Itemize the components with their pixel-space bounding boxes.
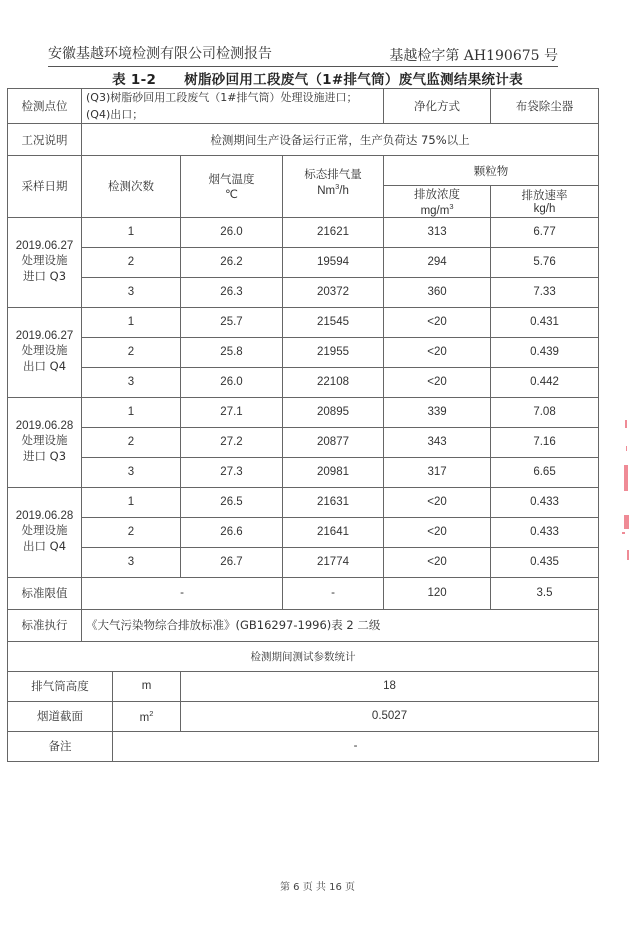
group-point: 出口 Q4 xyxy=(22,359,67,374)
report-header xyxy=(48,44,558,67)
col-flow-header xyxy=(283,156,384,218)
cell-count: 2 xyxy=(82,517,181,547)
limits-rate: 3.5 xyxy=(491,577,599,609)
cell-rate: 0.431 xyxy=(491,307,599,337)
cell-flow: 20372 xyxy=(283,277,384,307)
cell-count: 3 xyxy=(82,457,181,487)
cell-conc: <20 xyxy=(384,487,491,517)
location-line-1: (Q3)树脂砂回用工段废气（1#排气筒）处理设施进口； xyxy=(86,91,358,104)
flow-label: 标态排气量 xyxy=(304,167,362,181)
cell-count: 2 xyxy=(82,337,181,367)
standard-row xyxy=(8,609,599,641)
params-title-row xyxy=(8,641,599,671)
cell-rate: 0.435 xyxy=(491,547,599,577)
group-site: 处理设施 xyxy=(21,253,68,268)
cell-conc: <20 xyxy=(384,517,491,547)
cell-count: 1 xyxy=(82,217,181,247)
temp-label: 烟气温度 xyxy=(208,172,255,187)
table-row xyxy=(8,397,599,427)
cell-temp: 26.5 xyxy=(181,487,283,517)
cell-flow: 20981 xyxy=(283,457,384,487)
cell-temp: 27.1 xyxy=(181,397,283,427)
red-seal-stamp-fragment xyxy=(622,420,632,570)
group-point: 出口 Q4 xyxy=(22,539,67,554)
col-rate-header xyxy=(491,186,599,218)
conc-unit: $mg/m^3$ xyxy=(420,202,454,217)
param-row xyxy=(8,671,599,701)
cell-count: 2 xyxy=(82,427,181,457)
cell-count: 3 xyxy=(82,367,181,397)
param-label: 烟道截面 xyxy=(8,701,113,731)
cell-count: 1 xyxy=(82,397,181,427)
cell-flow: 20877 xyxy=(283,427,384,457)
cell-rate: 7.33 xyxy=(491,277,599,307)
limits-row xyxy=(8,577,599,609)
cell-conc: 339 xyxy=(384,397,491,427)
cell-rate: 0.439 xyxy=(491,337,599,367)
cell-rate: 0.433 xyxy=(491,517,599,547)
condition-label: 工况说明 xyxy=(8,124,82,156)
cell-flow: 19594 xyxy=(283,247,384,277)
table-title xyxy=(0,68,635,88)
cell-temp: 26.6 xyxy=(181,517,283,547)
table-number: 表 1-2 xyxy=(112,72,157,88)
cell-temp: 26.3 xyxy=(181,277,283,307)
group-label xyxy=(8,487,82,577)
cell-flow: 21774 xyxy=(283,547,384,577)
cell-temp: 26.2 xyxy=(181,247,283,277)
params-title: 检测期间测试参数统计 xyxy=(8,641,599,671)
group-label xyxy=(8,397,82,487)
cell-count: 3 xyxy=(82,277,181,307)
cell-flow: 21641 xyxy=(283,517,384,547)
table-row xyxy=(8,487,599,517)
cell-flow: 21631 xyxy=(283,487,384,517)
cell-conc: 360 xyxy=(384,277,491,307)
location-line-2: (Q4)出口； xyxy=(86,108,144,121)
group-date: 2019.06.28 xyxy=(15,420,74,433)
group-date: 2019.06.28 xyxy=(15,510,74,523)
table-row xyxy=(8,547,599,577)
cell-temp: 27.2 xyxy=(181,427,283,457)
group-date: 2019.06.27 xyxy=(15,240,74,253)
cell-count: 3 xyxy=(82,547,181,577)
param-unit: $m^2$ xyxy=(113,701,181,731)
condition-row xyxy=(8,124,599,156)
param-value: 0.5027 xyxy=(181,701,599,731)
col-conc-header xyxy=(384,186,491,218)
rate-label: 排放速率 xyxy=(521,188,568,203)
conc-label: 排放浓度 xyxy=(414,187,461,201)
group-site: 处理设施 xyxy=(21,523,68,538)
table-row xyxy=(8,517,599,547)
cell-count: 1 xyxy=(82,487,181,517)
col-particulate-header: 颗粒物 xyxy=(384,156,599,186)
cell-temp: 26.0 xyxy=(181,367,283,397)
limits-count-temp: - xyxy=(82,577,283,609)
table-row xyxy=(8,457,599,487)
column-header-row-1 xyxy=(8,156,599,186)
col-temp-header xyxy=(181,156,283,218)
cell-rate: 7.16 xyxy=(491,427,599,457)
param-row xyxy=(8,731,599,761)
flow-unit: Nm$^3$/h xyxy=(317,182,349,197)
group-point: 进口 Q3 xyxy=(22,269,67,284)
col-date-header: 采样日期 xyxy=(8,156,82,218)
cell-conc: <20 xyxy=(384,337,491,367)
cell-rate: 0.433 xyxy=(491,487,599,517)
standard-label: 标准执行 xyxy=(8,609,82,641)
param-label: 排气筒高度 xyxy=(8,671,113,701)
monitoring-results-table xyxy=(7,88,599,762)
table-row xyxy=(8,427,599,457)
cell-rate: 6.65 xyxy=(491,457,599,487)
limits-label: 标准限值 xyxy=(8,577,82,609)
purification-value: 布袋除尘器 xyxy=(491,89,599,124)
table-row xyxy=(8,217,599,247)
temp-unit: ℃ xyxy=(225,187,238,202)
table-row xyxy=(8,337,599,367)
group-label xyxy=(8,307,82,397)
cell-count: 2 xyxy=(82,247,181,277)
param-row xyxy=(8,701,599,731)
purification-label: 净化方式 xyxy=(384,89,491,124)
cell-temp: 25.8 xyxy=(181,337,283,367)
cell-conc: <20 xyxy=(384,547,491,577)
cell-flow: 21955 xyxy=(283,337,384,367)
table-row xyxy=(8,247,599,277)
cell-count: 1 xyxy=(82,307,181,337)
group-date: 2019.06.27 xyxy=(15,330,74,343)
group-point: 进口 Q3 xyxy=(22,449,67,464)
report-number: 基越检字第 AH190675 号 xyxy=(389,48,558,64)
cell-conc: 294 xyxy=(384,247,491,277)
col-count-header: 检测次数 xyxy=(82,156,181,218)
table-row xyxy=(8,367,599,397)
cell-rate: 6.77 xyxy=(491,217,599,247)
cell-rate: 0.442 xyxy=(491,367,599,397)
cell-temp: 27.3 xyxy=(181,457,283,487)
param-value: 18 xyxy=(181,671,599,701)
location-label: 检测点位 xyxy=(8,89,82,124)
rate-unit: kg/h xyxy=(533,203,556,216)
cell-rate: 7.08 xyxy=(491,397,599,427)
cell-conc: 343 xyxy=(384,427,491,457)
group-site: 处理设施 xyxy=(21,343,68,358)
group-site: 处理设施 xyxy=(21,433,68,448)
param-label: 备注 xyxy=(8,731,113,761)
location-row xyxy=(8,89,599,124)
limits-conc: 120 xyxy=(384,577,491,609)
limits-flow: - xyxy=(283,577,384,609)
cell-flow: 20895 xyxy=(283,397,384,427)
cell-rate: 5.76 xyxy=(491,247,599,277)
company-name: 安徽基越环境检测有限公司检测报告 xyxy=(48,46,272,62)
group-label xyxy=(8,217,82,307)
standard-value: 《大气污染物综合排放标准》(GB16297-1996)表 2 二级 xyxy=(82,609,599,641)
cell-conc: <20 xyxy=(384,307,491,337)
param-value: - xyxy=(113,731,599,761)
cell-temp: 25.7 xyxy=(181,307,283,337)
param-unit: m xyxy=(113,671,181,701)
cell-conc: <20 xyxy=(384,367,491,397)
table-title-text: 树脂砂回用工段废气（1#排气筒）废气监测结果统计表 xyxy=(184,72,523,88)
table-row xyxy=(8,307,599,337)
cell-conc: 313 xyxy=(384,217,491,247)
cell-temp: 26.7 xyxy=(181,547,283,577)
cell-temp: 26.0 xyxy=(181,217,283,247)
cell-flow: 22108 xyxy=(283,367,384,397)
location-value xyxy=(82,89,384,124)
page-number: 第 6 页 共 16 页 xyxy=(280,882,355,893)
table-row xyxy=(8,277,599,307)
cell-conc: 317 xyxy=(384,457,491,487)
condition-value: 检测期间生产设备运行正常，生产负荷达 75%以上 xyxy=(82,124,599,156)
cell-flow: 21621 xyxy=(283,217,384,247)
cell-flow: 21545 xyxy=(283,307,384,337)
